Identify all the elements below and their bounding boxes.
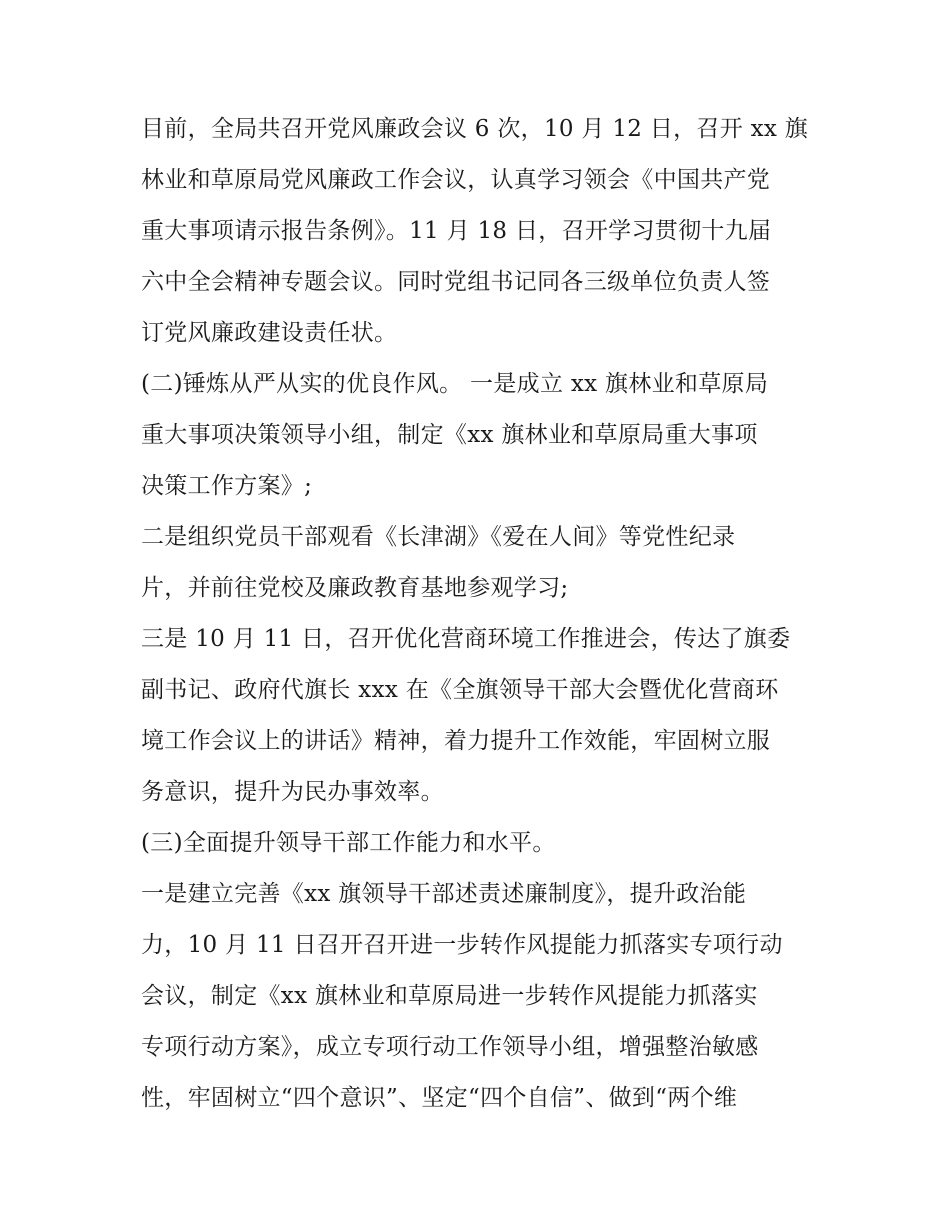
text-line-1: 目前，全局共召开党风廉政会议 6 次，10 月 12 日，召开 xx 旗	[141, 116, 809, 142]
document-body	[141, 104, 821, 1124]
text-line-11: 三是 10 月 11 日，召开优化营商环境工作推进会，传达了旗委	[141, 626, 791, 652]
text-line-14: 务意识，提升为民办事效率。	[141, 779, 444, 805]
text-line-7: 重大事项决策领导小组，制定《xx 旗林业和草原局重大事项	[141, 422, 758, 448]
text-line-12: 副书记、政府代旗长 xxx 在《全旗领导干部大会暨优化营商环	[141, 677, 779, 703]
text-line-18: 会议，制定《xx 旗林业和草原局进一步转作风提能力抓落实	[141, 983, 758, 1009]
text-line-5: 订党风廉政建设责任状。	[141, 320, 398, 346]
text-line-16: 一是建立完善《xx 旗领导干部述责述廉制度》，提升政治能	[141, 881, 747, 907]
section-heading-3: (三)全面提升领导干部工作能力和水平。	[141, 830, 556, 856]
text-line-10: 片，并前往党校及廉政教育基地参观学习;	[141, 575, 569, 601]
text-line-4: 六中全会精神专题会议。同时党组书记同各三级单位负责人签	[141, 269, 771, 295]
text-line-2: 林业和草原局党风廉政工作会议，认真学习领会《中国共产党	[141, 167, 771, 193]
text-line-20: 性，牢固树立“四个意识”、坚定“四个自信”、做到“两个维	[141, 1085, 738, 1111]
text-line-13: 境工作会议上的讲话》精神，着力提升工作效能，牢固树立服	[141, 728, 771, 754]
text-line-9: 二是组织党员干部观看《长津湖》《爱在人间》等党性纪录	[141, 524, 736, 550]
text-line-19: 专项行动方案》，成立专项行动工作领导小组，增强整治敏感	[141, 1034, 759, 1060]
text-line-8: 决策工作方案》;	[141, 473, 313, 499]
text-line-17: 力，10 月 11 日召开召开进一步转作风提能力抓落实专项行动	[141, 932, 783, 958]
text-line-3: 重大事项请示报告条例》。11 月 18 日，召开学习贯彻十九届	[141, 218, 772, 244]
section-heading-2: (二)锤炼从严从实的优良作风。 一是成立 xx 旗林业和草原局	[141, 371, 769, 397]
